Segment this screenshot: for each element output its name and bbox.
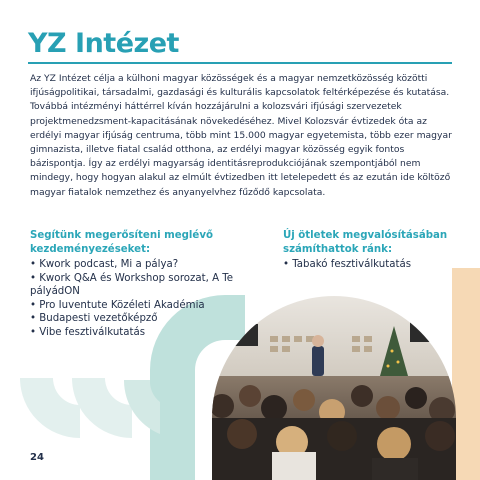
list-item: • Kwork podcast, Mi a pálya? [30, 259, 179, 270]
list-item: • Kwork Q&A és Workshop sorozat, A Te pályádON [30, 272, 234, 298]
list-item: • Tabakó fesztiválkutatás [283, 259, 412, 270]
supported-initiatives-heading: Segítünk megerősíteni meglévő kezdeményezéseket: [30, 230, 213, 255]
supported-initiatives-section [30, 229, 240, 340]
title-underline [28, 62, 452, 64]
new-ideas-heading: Új ötletek megvalósításában számíthattok ránk: [283, 230, 448, 255]
new-ideas-list [283, 258, 463, 272]
supported-initiatives-list [30, 258, 240, 340]
photo-tree-light [391, 350, 394, 353]
list-item: • Pro Iuventute Közéleti Akadémia [30, 299, 205, 311]
list-item: • Budapesti vezetőképző [30, 313, 158, 325]
photo-speaker-head [312, 335, 324, 347]
list-item: • Vibe fesztiválkutatás [30, 326, 146, 338]
pale-curve-2 [72, 378, 132, 438]
page-title: YZ Intézet [28, 28, 179, 59]
photo-tree-light [397, 361, 400, 364]
pale-curve-1 [20, 378, 80, 438]
page-number: 24 [30, 452, 44, 463]
photo-audience [212, 385, 456, 480]
photo-tree-light [387, 365, 390, 368]
new-ideas-section [283, 229, 463, 272]
photo-speaker-body [312, 346, 324, 376]
peach-stripe [452, 268, 480, 480]
intro-paragraph: Az YZ Intézet célja a külhoni magyar közösségek és a magyar nemzetközösség közötti ifjúságpolitikai, társadalmi, gazdasági és kulturális kapcsolatok feltérképezése és kutatása. Továbbá intézményi háttérrel kíván hozzájárulni a kolozsvári ifjúsági szervezetek projektmenedzsment-kapacitásának növekedéséhez. Mivel Kolozsvár évtizedek óta az erdélyi magyar ifjúság centruma, több mint 15.000 magyar egyetemista, több ezer magyar gimnazista, illetve fiatal család otthona, az erdélyi magyar közösség egyik fontos bázispontja. Így az erdélyi magyarság identitásreprodukciójának szempontjából nem mindegy, hogy hogyan alakul az elmúlt évtizedben itt letelepedett és az ezután ide költöző magyar fiatalok nemzethez és anyanyelvhez fűződő kapcsolata. [30, 73, 452, 198]
